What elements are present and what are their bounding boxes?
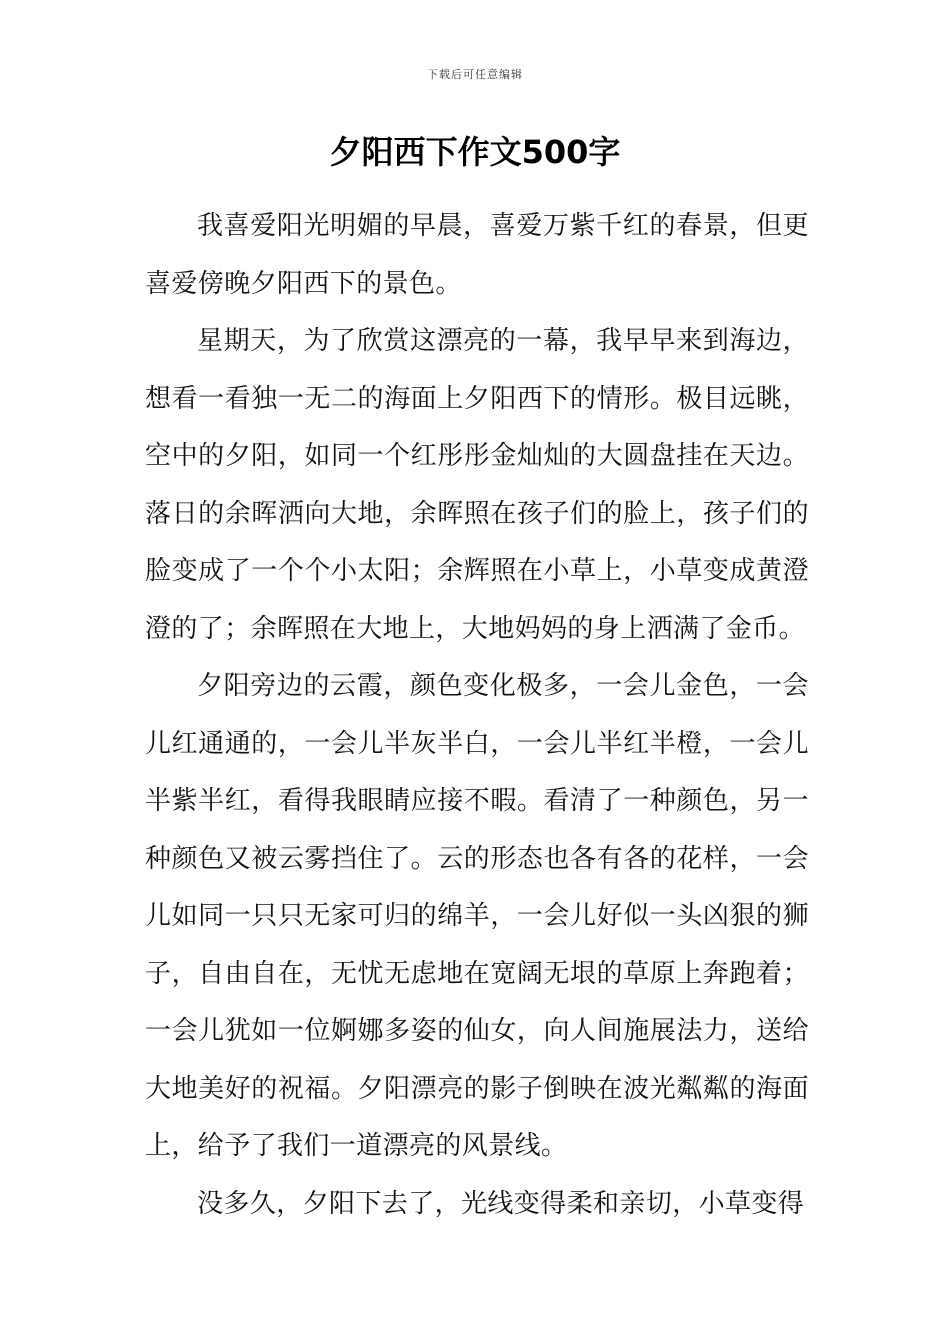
paragraph-4: 没多久，夕阳下去了，光线变得柔和亲切，小草变得 (197, 1188, 805, 1219)
paragraph-2: 星期天，为了欣赏这漂亮的一幕，我早早来到海边，想看一看独一无二的海面上夕阳西下的情形。极目远眺，空中的夕阳，如同一个红彤彤金灿灿的大圆盘挂在天边。落日的余晖洒向大地，余晖照在孩子们的脸上，孩子们的脸变成了一个个小太阳；余辉照在小草上，小草变成黄澄澄的了；余晖照在大地上，大地妈妈的身上洒满了金币。 (145, 326, 809, 644)
paragraph-3: 夕阳旁边的云霞，颜色变化极多，一会儿金色，一会儿红通通的，一会儿半灰半白，一会儿半红半橙，一会儿半紫半红，看得我眼睛应接不暇。看清了一种颜色，另一种颜色又被云雾挡住了。云的形态也各有各的花样，一会儿如同一只只无家可归的绵羊，一会儿好似一头凶狠的狮子，自由自在，无忧无虑地在宽阔无垠的草原上奔跑着；一会儿犹如一位婀娜多姿的仙女，向人间施展法力，送给大地美好的祝福。夕阳漂亮的影子倒映在波光粼粼的海面上，给予了我们一道漂亮的风景线。 (145, 671, 809, 1161)
header-note: 下载后可任意编辑 (427, 68, 523, 81)
document-title: 夕阳西下作文500字 (329, 133, 621, 171)
paragraph-1: 我喜爱阳光明媚的早晨，喜爱万紫千红的春景，但更喜爱傍晚夕阳西下的景色。 (145, 211, 809, 299)
essay-body (145, 198, 809, 1233)
